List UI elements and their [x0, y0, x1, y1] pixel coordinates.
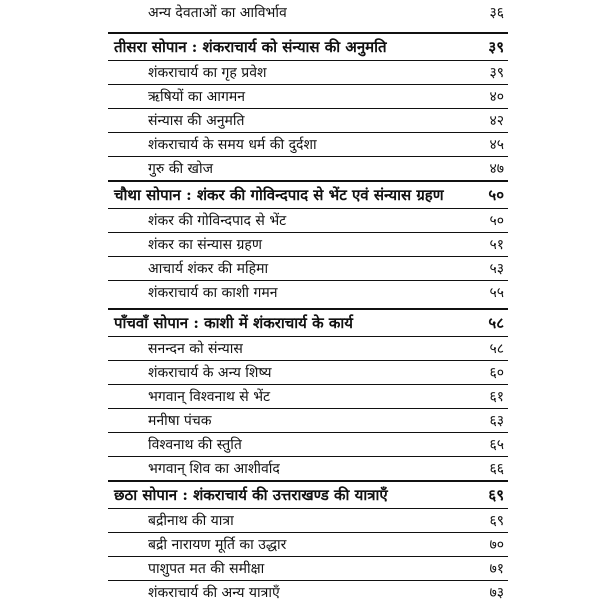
toc-entry: [108, 281, 508, 304]
toc-entry: [108, 85, 508, 109]
toc-entry-title: संन्यास की अनुमति: [148, 113, 245, 129]
section-heading-page: ५८: [488, 314, 504, 332]
toc-entry-page: ४५: [489, 137, 504, 153]
toc-entry-page: ५५: [489, 285, 504, 301]
toc-section-heading: [108, 182, 508, 209]
toc-entry: [108, 157, 508, 180]
toc-entry: [108, 557, 508, 581]
toc-entry-page: ४०: [489, 89, 504, 105]
toc-entry-page: ५८: [489, 341, 504, 357]
toc-entry: [108, 533, 508, 557]
toc-entry-title: भगवान् शिव का आशीर्वाद: [148, 461, 280, 477]
toc-entry-page: ३९: [489, 65, 504, 81]
toc-section-heading: [108, 482, 508, 509]
toc-entry-title: शंकराचार्य के समय धर्म की दुर्दशा: [148, 137, 317, 153]
toc-entry-title: शंकराचार्य का गृह प्रवेश: [148, 65, 267, 81]
toc-entry: [108, 361, 508, 385]
section-heading-page: ३९: [488, 38, 504, 56]
toc-entry-title: शंकराचार्य के अन्य शिष्य: [148, 365, 272, 381]
toc-entry-title: मनीषा पंचक: [148, 413, 212, 429]
toc-entry: [108, 109, 508, 133]
toc-entry: [108, 61, 508, 85]
toc-entry: [108, 509, 508, 533]
toc-entry-title: बद्रीनाथ की यात्रा: [148, 513, 234, 529]
toc-entry-page: ५१: [489, 237, 504, 253]
toc-entry-page: ७०: [489, 537, 504, 553]
toc-entry-title: आचार्य शंकर की महिमा: [148, 261, 269, 277]
toc-top-entry: [108, 0, 508, 24]
section-heading-title: छठा सोपान : शंकराचार्य की उत्तराखण्ड की यात्राएँ: [114, 486, 388, 504]
toc-entry-title: पाशुपत मत की समीक्षा: [148, 561, 265, 577]
toc-entry-page: ६१: [489, 389, 504, 405]
toc-entry-title: शंकर का संन्यास ग्रहण: [148, 237, 262, 253]
toc-section-3: [108, 32, 508, 180]
toc-entry-page: ३६: [489, 4, 504, 21]
toc-entry-page: ४२: [489, 113, 504, 129]
toc-entry-page: ५०: [489, 213, 504, 229]
toc-entry: [108, 433, 508, 457]
toc-entry-title: सनन्दन को संन्यास: [148, 341, 243, 357]
toc-section-heading: [108, 310, 508, 337]
toc-entry: [108, 409, 508, 433]
section-heading-page: ५०: [488, 186, 504, 204]
toc-section-4: [108, 180, 508, 304]
toc-entry-page: ४७: [489, 161, 504, 177]
section-heading-title: पाँचवाँ सोपान : काशी में शंकराचार्य के कार्य: [114, 314, 353, 332]
toc-entry-title: शंकर की गोविन्दपाद से भेंट: [148, 213, 287, 229]
toc-section-heading: [108, 34, 508, 61]
toc-entry: [108, 457, 508, 480]
toc-entry-page: ६५: [489, 437, 504, 453]
toc-entry: [108, 209, 508, 233]
section-heading-page: ६९: [488, 486, 504, 504]
toc-section-6: [108, 480, 508, 604]
toc-entry: [108, 133, 508, 157]
section-heading-title: चौथा सोपान : शंकर की गोविन्दपाद से भेंट एवं संन्यास ग्रहण: [114, 186, 444, 204]
toc-entry: [108, 581, 508, 604]
toc-entry-title: विश्वनाथ की स्तुति: [148, 437, 242, 453]
toc-entry: [108, 233, 508, 257]
toc-entry-page: ६६: [489, 461, 504, 477]
toc-entry-page: ७१: [489, 561, 504, 577]
toc-entry-page: ५३: [489, 261, 504, 277]
toc-entry: [108, 257, 508, 281]
toc-entry-title: भगवान् विश्वनाथ से भेंट: [148, 389, 271, 405]
toc-entry-title: ऋषियों का आगमन: [148, 89, 246, 105]
toc-entry-title: अन्य देवताओं का आविर्भाव: [148, 4, 287, 21]
toc-entry-title: बद्री नारायण मूर्ति का उद्धार: [148, 537, 287, 553]
toc-entry-title: शंकराचार्य का काशी गमन: [148, 285, 278, 301]
toc-entry-page: ६०: [489, 365, 504, 381]
toc-entry: [108, 337, 508, 361]
section-heading-title: तीसरा सोपान : शंकराचार्य को संन्यास की अनुमति: [114, 38, 387, 56]
toc-entry: [108, 385, 508, 409]
toc-section-5: [108, 308, 508, 480]
toc-entry-page: ६९: [489, 513, 504, 529]
toc-entry-page: ७३: [489, 585, 504, 601]
toc-entry-title: शंकराचार्य की अन्य यात्राएँ: [148, 585, 280, 601]
toc-entry-page: ६३: [489, 413, 504, 429]
toc-entry-title: गुरु की खोज: [148, 161, 213, 177]
